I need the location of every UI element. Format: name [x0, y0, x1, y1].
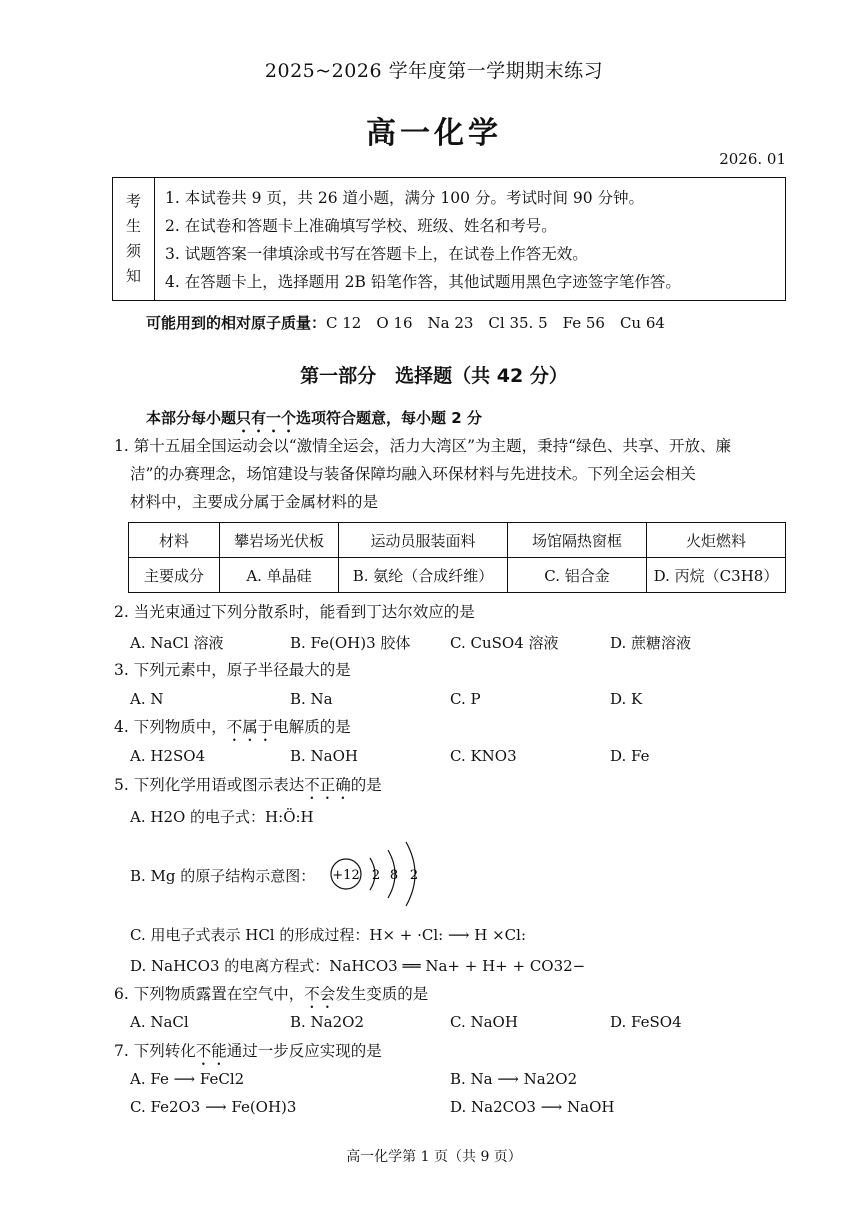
option-2b: B. Fe(OH)3 胶体	[290, 634, 411, 652]
option-3b: B. Na	[290, 690, 333, 708]
atomic-mass-values: C 12 O 16 Na 23 Cl 35. 5 Fe 56 Cu 64	[326, 314, 665, 332]
q1-line: 材料中，主要成分属于金属材料的是	[130, 493, 379, 511]
option-4c: C. KNO3	[450, 747, 517, 765]
table-cell: 火炬燃料	[647, 523, 786, 558]
option-6a: A. NaCl	[130, 1013, 189, 1031]
question-5-stem	[114, 771, 382, 803]
notice-side-label	[113, 178, 155, 300]
table-cell: 运动员服装面料	[339, 523, 508, 558]
option-7c: C. Fe2O3 ⟶ Fe(OH)3	[130, 1098, 297, 1116]
q6-stem-post: 发生变质的是	[335, 985, 429, 1003]
table-cell: 攀岩场光伏板	[220, 523, 339, 558]
table-cell: B. 氨纶（合成纤维）	[339, 558, 508, 593]
question-1-stem	[114, 432, 731, 516]
table-cell: 材料	[129, 523, 220, 558]
materials-table	[128, 522, 786, 593]
q6-stem-emphasis: 不会	[304, 985, 336, 1003]
q1-line: 1. 第十五届全国运动会以“激情全运会，活力大湾区”为主题，秉持“绿色、共享、开放、廉	[114, 437, 731, 455]
table-cell: C. 铝合金	[508, 558, 647, 593]
q4-stem-emphasis: 不属于	[226, 718, 274, 736]
question-3-stem: 3. 下列元素中，原子半径最大的是	[114, 661, 351, 679]
q7-stem-emphasis: 不能	[195, 1042, 227, 1060]
shell-electron-count: 2	[371, 868, 381, 883]
option-6c: C. NaOH	[450, 1013, 518, 1031]
q4-stem-post: 电解质的是	[273, 718, 351, 736]
q1-line: 洁”的办赛理念，场馆建设与装备保障均融入环保材料与先进技术。下列全运会相关	[130, 465, 696, 483]
notice-side-char: 知	[125, 267, 141, 285]
notice-item: 1. 本试卷共 9 页，共 26 道小题，满分 100 分。考试时间 90 分钟。	[165, 189, 645, 207]
notice-items	[165, 184, 681, 296]
question-4-stem	[114, 713, 351, 745]
page-footer: 高一化学第 1 页（共 9 页）	[346, 1149, 522, 1165]
option-2c: C. CuSO4 溶液	[450, 634, 559, 652]
option-4b: B. NaOH	[290, 747, 359, 765]
question-7-stem	[114, 1037, 382, 1069]
option-3a: A. N	[130, 690, 164, 708]
option-4a: A. H2SO4	[130, 747, 206, 765]
option-6d: D. FeSO4	[610, 1013, 682, 1031]
notice-side-char: 须	[125, 242, 141, 260]
table-cell: D. 丙烷（C3H8）	[647, 558, 786, 593]
option-7b: B. Na ⟶ Na2O2	[450, 1070, 578, 1088]
option-7a: A. Fe ⟶ FeCl2	[130, 1070, 245, 1088]
notice-box	[112, 177, 786, 301]
section-note-pre: 本部分每小题	[146, 409, 237, 427]
notice-side-char: 生	[125, 217, 141, 235]
q4-stem-pre: 4. 下列物质中，	[114, 718, 227, 736]
q6-stem-pre: 6. 下列物质露置在空气中，	[114, 985, 305, 1003]
option-3d: D. K	[610, 690, 643, 708]
q5-stem-pre: 5. 下列化学用语或图示表达	[114, 776, 305, 794]
q7-stem-post: 通过一步反应实现的是	[226, 1042, 382, 1060]
option-4d: D. Fe	[610, 747, 650, 765]
option-2a: A. NaCl 溶液	[130, 634, 224, 652]
table-cell: A. 单晶硅	[220, 558, 339, 593]
exam-date: 2026. 01	[719, 150, 786, 168]
shell-electron-count: 8	[389, 868, 399, 883]
notice-item: 3. 试题答案一律填涂或书写在答题卡上，在试卷上作答无效。	[165, 245, 588, 263]
section-note-emphasis: 只有一个	[236, 409, 297, 427]
table-cell: 场馆隔热窗框	[508, 523, 647, 558]
option-2d: D. 蔗糖溶液	[610, 634, 692, 652]
table-cell: 主要成分	[129, 558, 220, 593]
option-6b: B. Na2O2	[290, 1013, 365, 1031]
notice-side-char: 考	[125, 192, 141, 210]
atomic-mass-line	[146, 312, 665, 333]
option-3c: C. P	[450, 690, 481, 708]
option-5c: C. 用电子式表示 HCl 的形成过程：H× + ·Cl: ⟶ H ×Cl:	[130, 926, 527, 944]
option-5d: D. NaHCO3 的电离方程式：NaHCO3 ══ Na+ + H+ + CO32−	[130, 957, 586, 975]
table-row	[129, 523, 786, 558]
notice-item: 4. 在答题卡上，选择题用 2B 铅笔作答，其他试题用黑色字迹签字笔作答。	[165, 273, 681, 291]
notice-item: 2. 在试卷和答题卡上准确填写学校、班级、姓名和考号。	[165, 217, 557, 235]
nucleus-charge: +12	[332, 868, 360, 883]
option-7d: D. Na2CO3 ⟶ NaOH	[450, 1098, 615, 1116]
option-5a: A. H2O 的电子式：H:Ö:H	[130, 808, 314, 826]
atomic-mass-label: 可能用到的相对原子质量：	[146, 314, 327, 332]
shell-electron-count: 2	[409, 868, 419, 883]
question-6-stem	[114, 980, 428, 1012]
section-note-post: 选项符合题意，每小题 2 分	[296, 409, 482, 427]
q5-stem-post: 的是	[350, 776, 382, 794]
section-title: 第一部分 选择题（共 42 分）	[300, 365, 568, 387]
question-2-stem: 2. 当光束通过下列分散系时，能看到丁达尔效应的是	[114, 603, 475, 621]
exam-header: 2025~2026 学年度第一学期期末练习	[264, 60, 604, 82]
option-5b: B. Mg 的原子结构示意图：	[130, 867, 316, 885]
q7-stem-pre: 7. 下列转化	[114, 1042, 196, 1060]
table-row	[129, 558, 786, 593]
q5-stem-emphasis: 不正确	[304, 776, 351, 794]
subject-title: 高一化学	[366, 116, 502, 151]
mg-atom-structure-diagram	[326, 838, 426, 910]
